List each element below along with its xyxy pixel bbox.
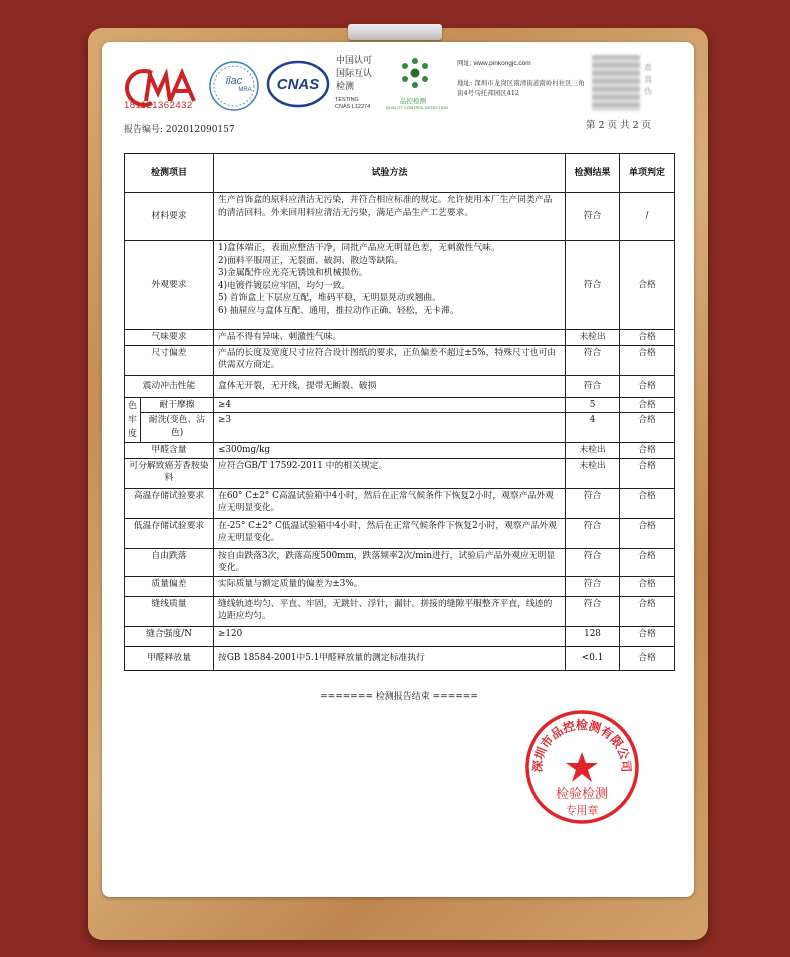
- row-verdict: 合格: [620, 488, 675, 518]
- row-verdict: 合格: [620, 397, 675, 413]
- row-method: ≥120: [214, 626, 566, 646]
- ack-line-2: 国际互认: [336, 69, 373, 79]
- row-item: 自由跌落: [125, 548, 214, 576]
- row-item: 可分解致癌芳香胺染料: [125, 458, 214, 488]
- table-row: [125, 193, 675, 241]
- table-row: [125, 646, 675, 670]
- row-item: 甲醛释放量: [125, 646, 214, 670]
- row-verdict: 合格: [620, 345, 675, 375]
- test-results-table: [124, 153, 675, 671]
- report-number: 报告编号: 202012090157: [124, 125, 235, 135]
- row-method: 缝线轨迹均匀、平直、牢固，无跳针、浮针，漏针。拼接的缝隙平服整齐平直，线迹的边距应均匀。: [214, 596, 566, 626]
- row-result: 符合: [566, 518, 620, 548]
- row-item: 尺寸偏差: [125, 345, 214, 375]
- ack-line-3: 检测: [336, 82, 355, 92]
- row-method: 产品的长度及宽度尺寸应符合设计图纸的要求，正负偏差不超过±5%，特殊尺寸也可由供需双方商定。: [214, 345, 566, 375]
- row-result: <0.1: [566, 646, 620, 670]
- method-line: 2)面料平服周正，无裂面、破洞、散边等缺陷。: [218, 255, 403, 266]
- method-line: 4)电镀件镀层应牢固，均匀一致。: [218, 280, 351, 291]
- table-row: [125, 241, 675, 330]
- table-row: [125, 548, 675, 576]
- row-result: 符合: [566, 548, 620, 576]
- row-method: 在-25° C±2° C低温试验箱中4小时，然后在正常气候条件下恢复2小时，观察产品外观应无明显变化。: [214, 518, 566, 548]
- table-row: [125, 397, 675, 413]
- row-item: 外观要求: [125, 241, 214, 330]
- page-indicator: 第 2 页 共 2 页: [586, 120, 652, 131]
- ack-line-1: 中国认可: [336, 56, 373, 66]
- row-result: 4: [566, 413, 620, 443]
- row-verdict: 合格: [620, 458, 675, 488]
- cma-number: 181121362432: [124, 100, 193, 111]
- pinkong-en-name: QUALITY CONTROL DETECTION: [386, 105, 448, 110]
- address-text: 地址: 深圳市龙岗区南湾街道南岭村社区三角街4号乌托邦园区412: [457, 79, 585, 97]
- row-item: 耐干摩擦: [141, 397, 214, 413]
- table-row: [125, 488, 675, 518]
- row-result: 符合: [566, 375, 620, 397]
- row-result: 符合: [566, 241, 620, 330]
- qr-side-text: 查 真 伪: [644, 63, 652, 96]
- mutual-recognition-text: [336, 55, 372, 94]
- table-row: [125, 330, 675, 346]
- testing-text: TESTING: [335, 97, 359, 103]
- row-item: 气味要求: [125, 330, 214, 346]
- row-method: 应符合GB/T 17592-2011 中的相关规定。: [214, 458, 566, 488]
- row-item: 材料要求: [125, 193, 214, 241]
- seal-line-1: 检验检测: [555, 787, 609, 802]
- method-line: 3)金属配件应光亮无锈蚀和机械损伤。: [218, 268, 368, 278]
- row-verdict: 合格: [620, 413, 675, 443]
- official-seal-stamp: [523, 708, 641, 826]
- report-end-marker: ======= 检测报告结束 ======: [320, 692, 478, 702]
- row-result: 未检出: [566, 443, 620, 459]
- table-row: [125, 413, 675, 443]
- row-verdict: 合格: [620, 518, 675, 548]
- pinkong-cn-name: 品控检测: [400, 97, 426, 105]
- header-verdict: 单项判定: [620, 154, 675, 193]
- row-method: 产品不得有异味、刺激性气味。: [214, 330, 566, 346]
- row-method: ≥3: [214, 413, 566, 443]
- row-verdict: 合格: [620, 443, 675, 459]
- table-row: [125, 375, 675, 397]
- row-item: 质量偏差: [125, 576, 214, 596]
- svg-text:MRA: MRA: [238, 87, 252, 93]
- header-result: 检测结果: [566, 154, 620, 193]
- row-method: ≤300mg/kg: [214, 443, 566, 459]
- method-line: 6) 抽屉应与盒体互配、通用，推拉动作正确、轻松，无卡滞。: [218, 305, 459, 316]
- table-row: [125, 345, 675, 375]
- cnas-number: CNAS L12274: [335, 103, 371, 110]
- website-text: 网址: www.pinkongjc.com: [457, 60, 531, 67]
- table-row: [125, 518, 675, 548]
- seal-line-2: 专用章: [565, 804, 599, 817]
- row-result: 符合: [566, 576, 620, 596]
- row-verdict: 合格: [620, 576, 675, 596]
- row-group-colorfastness: 色牢度: [125, 397, 141, 443]
- row-verdict: /: [620, 193, 675, 241]
- row-method: 按GB 18584-2001中5.1甲醛释放量的测定标准执行: [214, 646, 566, 670]
- header-item: 检测项目: [125, 154, 214, 193]
- row-item: 缝合强度/N: [125, 626, 214, 646]
- table-row: [125, 626, 675, 646]
- table-row: [125, 596, 675, 626]
- qr-code-image: [592, 55, 640, 111]
- table-row: [125, 576, 675, 596]
- seal-star-icon: [566, 752, 598, 782]
- row-result: 符合: [566, 596, 620, 626]
- ilac-mra-logo: [205, 60, 263, 112]
- seal-ring-text: 深圳市品控检测有限公司: [530, 718, 634, 773]
- row-method: [214, 241, 566, 330]
- row-verdict: 合格: [620, 548, 675, 576]
- row-verdict: 合格: [620, 596, 675, 626]
- table-row: [125, 458, 675, 488]
- table-row: [125, 443, 675, 459]
- pinkong-logo-icon: [398, 56, 432, 90]
- row-item: 耐洗(变色、沾色): [141, 413, 214, 443]
- row-verdict: 合格: [620, 375, 675, 397]
- row-item: 缝线质量: [125, 596, 214, 626]
- row-result: 5: [566, 397, 620, 413]
- row-verdict: 合格: [620, 626, 675, 646]
- header-method: 试验方法: [214, 154, 566, 193]
- row-verdict: 合格: [620, 330, 675, 346]
- svg-text:CNAS: CNAS: [276, 76, 320, 93]
- svg-text:ilac: ilac: [225, 75, 243, 87]
- row-item: 高温存储试验要求: [125, 488, 214, 518]
- row-result: 未检出: [566, 330, 620, 346]
- row-method: 生产首饰盒的原料应清洁无污染，并符合相应标准的规定。允许使用本厂生产同类产品的清洁回料。外来回用料应清洁无污染，满足产品生产工艺要求。: [214, 193, 566, 241]
- clipboard-clip: [348, 24, 442, 40]
- row-verdict: 合格: [620, 646, 675, 670]
- row-method: ≥4: [214, 397, 566, 413]
- row-item: 低温存储试验要求: [125, 518, 214, 548]
- row-method: 实际质量与额定质量的偏差为±3%。: [214, 576, 566, 596]
- row-item: 震动冲击性能: [125, 375, 214, 397]
- row-result: 符合: [566, 193, 620, 241]
- row-verdict: 合格: [620, 241, 675, 330]
- method-line: 5) 首饰盒上下层应互配，堆码平稳，无明显晃动或翘曲。: [218, 293, 441, 303]
- row-result: 未检出: [566, 458, 620, 488]
- row-method: 在60° C±2° C高温试验箱中4小时，然后在正常气候条件下恢复2小时，观察产品外观应无明显变化。: [214, 488, 566, 518]
- row-result: 128: [566, 626, 620, 646]
- row-item: 甲醛含量: [125, 443, 214, 459]
- row-method: 按自由跌落3次，跌落高度500mm，跌落频率2次/min进行，试验后产品外观应无明显变化。: [214, 548, 566, 576]
- row-result: 符合: [566, 345, 620, 375]
- row-result: 符合: [566, 488, 620, 518]
- cnas-testing-label: [335, 97, 370, 110]
- row-method: 盒体无开裂，无开线，提带无断裂、破损: [214, 375, 566, 397]
- table-header-row: [125, 154, 675, 193]
- method-line: 1)盒体端正，表面应整洁干净，同批产品应无明显色差，无刺激性气味。: [218, 243, 500, 253]
- cnas-logo: [266, 60, 330, 108]
